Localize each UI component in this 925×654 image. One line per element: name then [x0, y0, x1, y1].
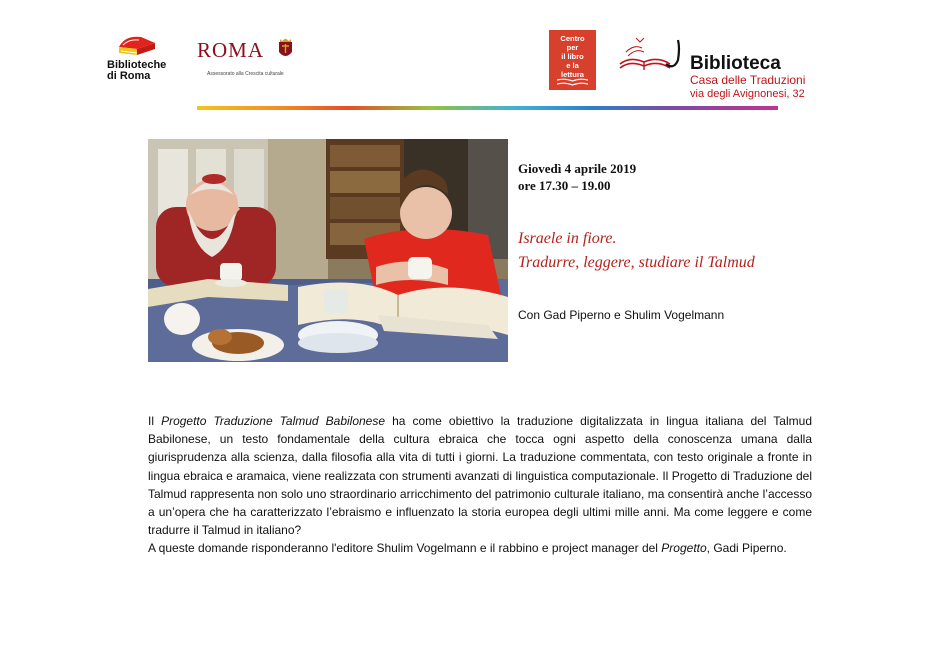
casa-delle-traduzioni-logo: [618, 34, 823, 100]
event-guests: Con Gad Piperno e Shulim Vogelmann: [518, 308, 725, 322]
roma-logo-text: ROMA: [197, 38, 265, 62]
p2-intro: A queste domande risponderanno l'editore Shulim Vogelmann e il rabbino e project manager del: [148, 541, 662, 556]
p1-intro: Il: [148, 414, 162, 428]
casa-logo-title: Biblioteca: [690, 53, 781, 74]
project-word: Progetto: [661, 541, 707, 556]
project-name: Progetto Traduzione Talmud Babilonese: [161, 414, 386, 428]
event-description: [148, 412, 812, 558]
rainbow-divider: [197, 106, 778, 110]
event-photo: [148, 139, 508, 362]
centro-logo-text: [549, 34, 596, 79]
biblioteche-logo-text: Biblioteche di Roma: [107, 59, 167, 82]
book-lines-icon: [557, 78, 588, 86]
p1-rest: ha come obiettivo la traduzione digitalizzata in lingua italiana del Talmud Babilonese, un testo fondamentale della cultura ebraica che tocca ogni aspetto della conoscenza umana dalla giurisprudenza alla scienza, dalla filosofia alla vita di tutti i giorni. La traduzione commentata, con testo originale a fronte in lingua ebraica e aramaica, viene realizzata con strumenti avanzati di linguistica computazionale. Il Progetto di Traduzione del Talmud rappresenta non solo uno straordinario arricchimento del patrimonio culturale italiano, ma consentirà anche l’accesso a un’opera che ha caratterizzato l’ebraismo e influenzato la storia europea degli ultimi mille anni. Ma come leggere e come tradurre il Talmud in italiano?: [148, 414, 812, 538]
casa-logo-subtitle: Casa delle Traduzioni: [690, 73, 806, 87]
roma-logo: [197, 38, 307, 84]
roma-crest-icon: [277, 38, 294, 60]
centro-logo-label: Centro per il libro e la lettura: [560, 34, 585, 79]
book-stack-icon: [115, 33, 159, 59]
event-date: Giovedì 4 aprile 2019: [518, 161, 637, 176]
description-paragraph-1: [148, 412, 812, 539]
p2-rest: , Gadi Piperno.: [706, 541, 787, 556]
event-time: ore 17.30 – 19.00: [518, 178, 611, 193]
biblioteche-di-roma-logo: [107, 33, 179, 83]
description-paragraph-2: [148, 539, 812, 557]
event-title-line-1: Israele in fiore.: [518, 230, 617, 247]
photo-illustration: [148, 139, 508, 362]
centro-per-il-libro-logo: [549, 30, 596, 90]
roma-logo-subtitle: Assessorato alla Crescita culturale: [207, 71, 284, 77]
book-bookmark-icon: [618, 34, 688, 74]
event-title-line-2: Tradurre, leggere, studiare il Talmud: [518, 254, 755, 271]
casa-logo-address: via degli Avignonesi, 32: [690, 88, 805, 100]
